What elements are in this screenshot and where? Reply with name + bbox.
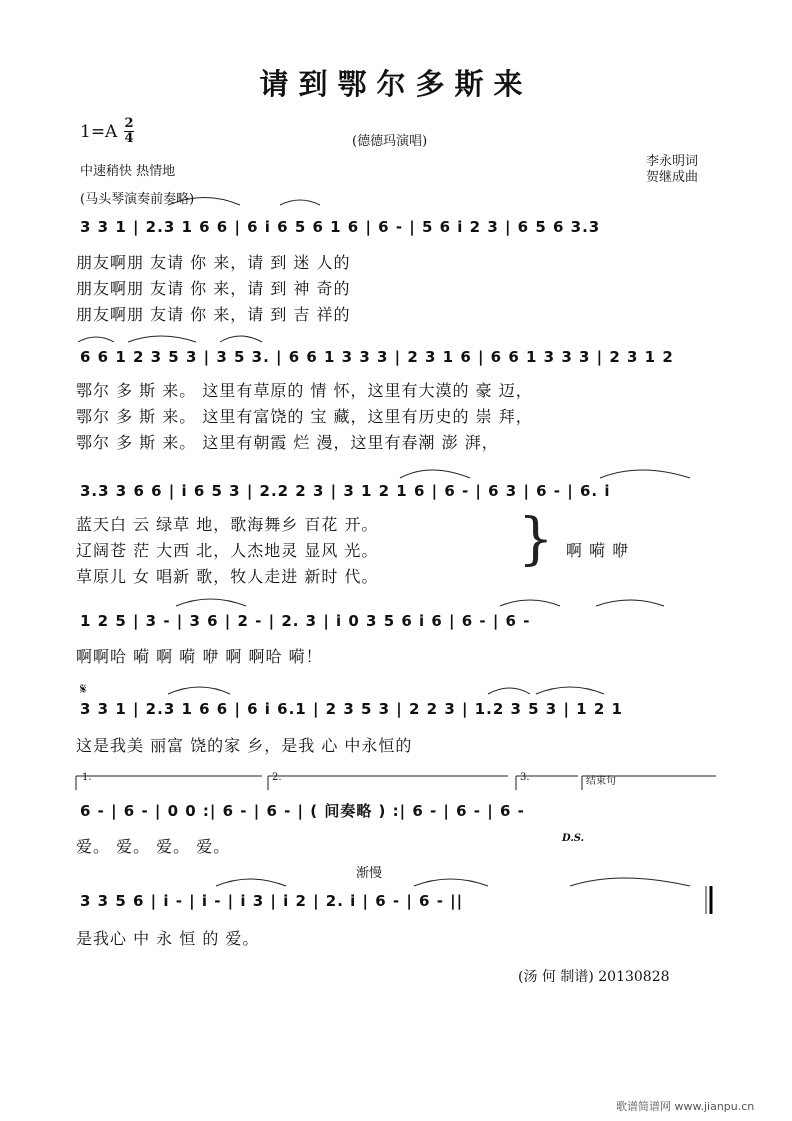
singer-note: (德德玛演唱) <box>352 134 428 149</box>
volta-3: 3. <box>520 772 530 783</box>
notation-row-3: 3.3 3 6 6 | i 6 5 3 | 2.2 2 3 | 3 1 2 1 6 | 6 - | 6 3 | 6 - | 6. i <box>80 482 611 500</box>
brace: } <box>518 507 554 572</box>
ritardando-marking: 渐慢 <box>356 866 383 881</box>
lyric-row-6: 爱。 爱。 爱。 爱。 <box>76 837 231 856</box>
notation-row-5: 3 3 1 | 2.3 1 6 6 | 6 i 6.1 | 2 3 5 3 | 2 2 3 | 1.2 3 5 3 | 1 2 1 <box>80 700 623 718</box>
segno-sign: 𝄋 <box>80 680 87 698</box>
notation-row-7: 3 3 5 6 | i - | i - | i 3 | i 2 | 2. i | 6 - | 6 - || <box>80 892 464 910</box>
volta-2: 2. <box>272 772 282 783</box>
time-signature: 2 4 <box>124 116 134 146</box>
notation-row-2: 6 6 1 2 3 5 3 | 3 5 3. | 6 6 1 3 3 3 | 2 3 1 6 | 6 6 1 3 3 3 | 2 3 1 2 <box>80 348 674 366</box>
page-title: 请到鄂尔多斯来 <box>259 67 533 101</box>
site-watermark: 歌谱简谱网 www.jianpu.cn <box>616 1100 755 1113</box>
notation-row-1: 3 3 1 | 2.3 1 6 6 | 6 i 6 5 6 1 6 | 6 - | 5 6 i 2 3 | 6 5 6 3.3 <box>80 218 601 236</box>
ds-marking: D.S. <box>562 833 585 844</box>
lyric-row-3-verse-3: 草原儿 女 唱新 歌，牧人走进 新时 代。 <box>76 567 379 586</box>
lyric-row-5: 这是我美 丽富 饶的家 乡，是我 心 中永恒的 <box>76 736 413 755</box>
intro-note: (马头琴演奏前奏略) <box>80 192 195 207</box>
volta-1: 1. <box>82 772 92 783</box>
lyric-row-1-verse-1: 朋友啊朋 友请 你 来，请 到 迷 人的 <box>76 253 351 272</box>
volta-coda: 结束句 <box>586 776 616 787</box>
key-signature: 1=A <box>80 122 118 142</box>
notation-row-4: 1 2 5 | 3 - | 3 6 | 2 - | 2. 3 | i 0 3 5 6 i 6 | 6 - | 6 - <box>80 612 531 630</box>
lyric-row-3-verse-2: 辽阔苍 茫 大西 北，人杰地灵 显风 光。 <box>76 541 379 560</box>
lyric-row-3-side: 啊 嗬 咿 <box>566 541 630 560</box>
lyric-row-1-verse-2: 朋友啊朋 友请 你 来，请 到 神 奇的 <box>76 279 351 298</box>
transcriber-credit: (汤 何 制谱) 20130828 <box>518 969 670 985</box>
lyric-row-2-verse-1: 鄂尔 多 斯 来。 这里有草原的 情 怀，这里有大漠的 豪 迈， <box>76 381 533 400</box>
tempo-marking: 中速稍快 热情地 <box>80 164 176 179</box>
lyricist: 李永明词 <box>646 154 699 169</box>
lyric-row-2-verse-3: 鄂尔 多 斯 来。 这里有朝霞 烂 漫，这里有春潮 澎 湃， <box>76 433 499 452</box>
notation-row-6: 6 - | 6 - | 0 0 :| 6 - | 6 - | ( 间奏略 ) :| 6 - | 6 - | 6 - <box>80 802 525 820</box>
composer: 贺继成曲 <box>646 170 699 185</box>
lyric-row-1-verse-3: 朋友啊朋 友请 你 来，请 到 吉 祥的 <box>76 305 351 324</box>
lyric-row-3-verse-1: 蓝天白 云 绿草 地，歌海舞乡 百花 开。 <box>76 515 379 534</box>
lyric-row-2-verse-2: 鄂尔 多 斯 来。 这里有富饶的 宝 藏，这里有历史的 崇 拜， <box>76 407 533 426</box>
lyric-row-7: 是我心 中 永 恒 的 爱。 <box>76 929 260 948</box>
lyric-row-4: 啊啊哈 嗬 啊 嗬 咿 啊 啊哈 嗬！ <box>76 647 323 666</box>
